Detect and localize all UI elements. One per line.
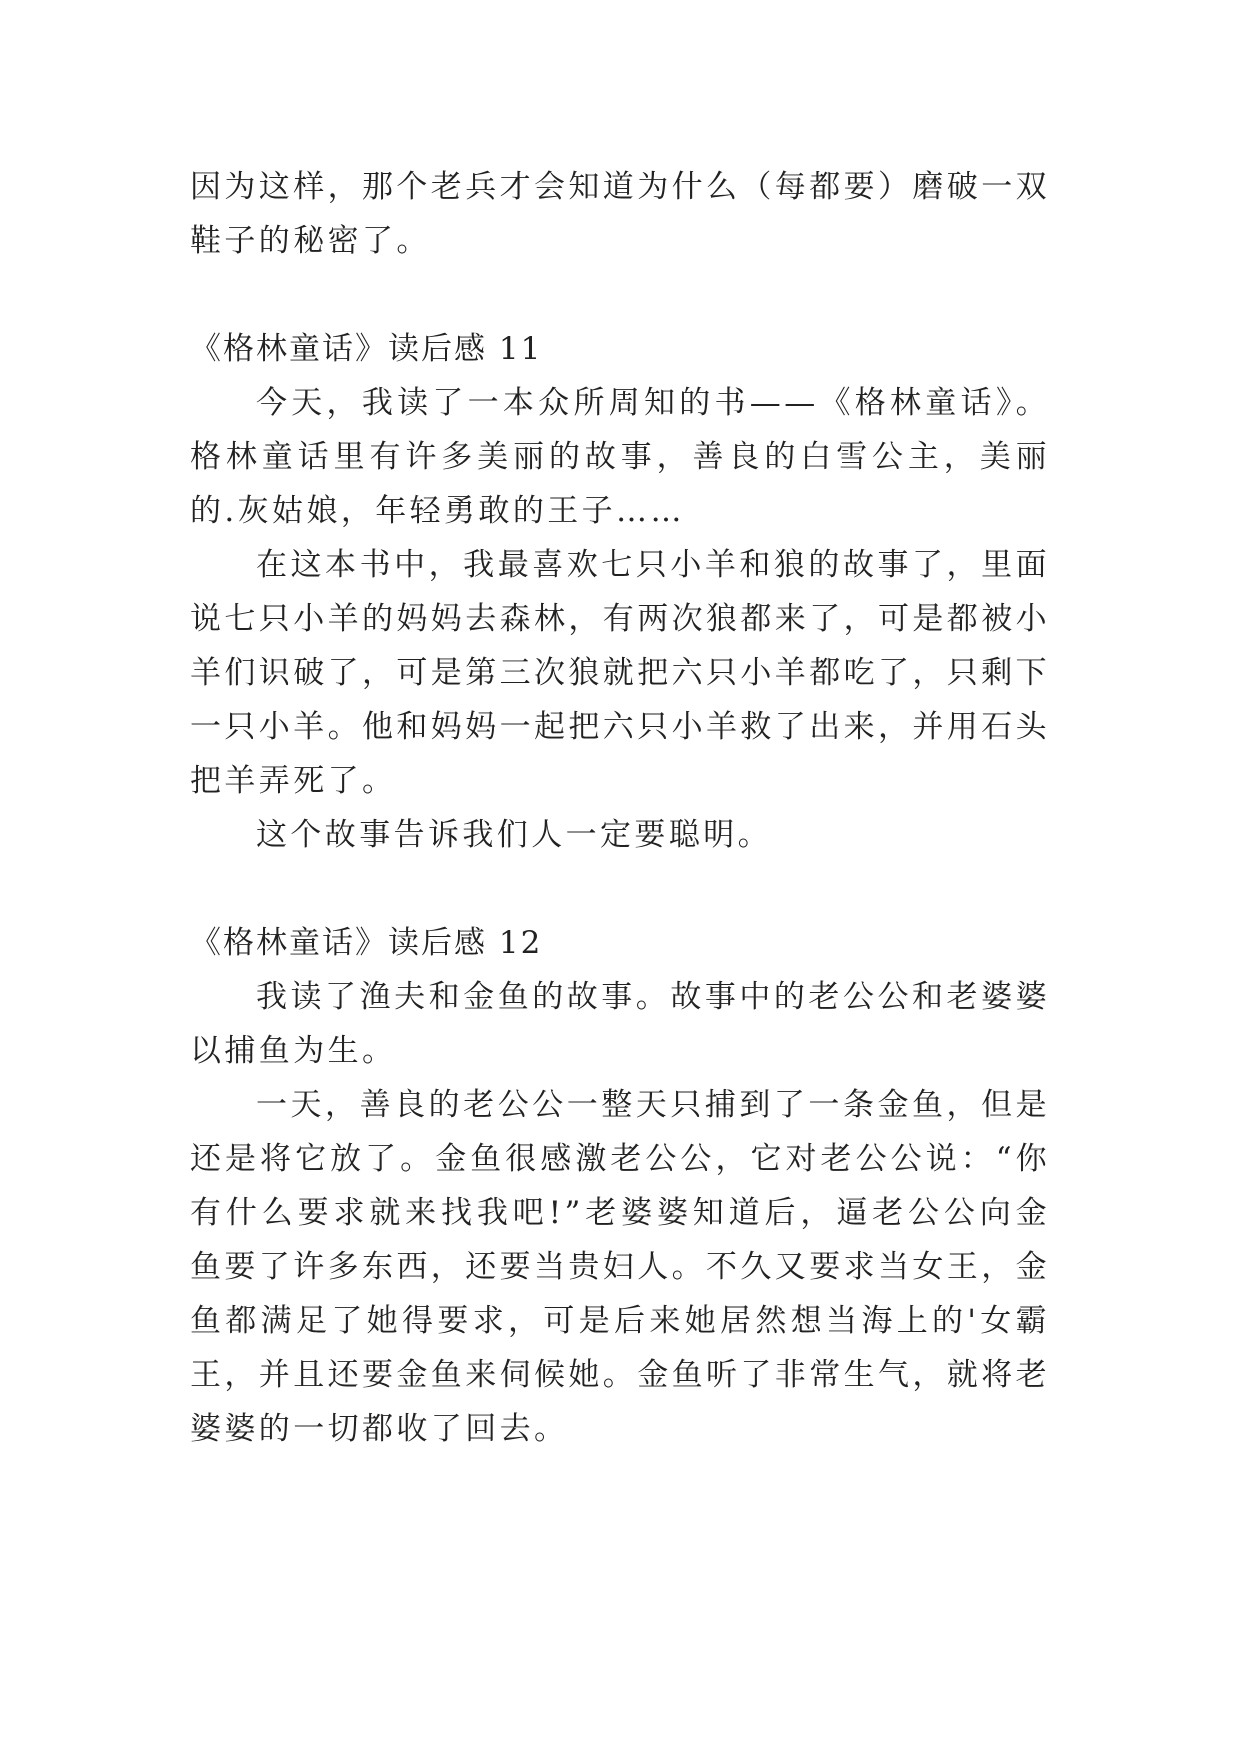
continuation-paragraph: 因为这样，那个老兵才会知道为什么（每都要）磨破一双鞋子的秘密了。 bbox=[190, 169, 1050, 259]
section-gap bbox=[190, 862, 1050, 916]
paragraph: 一天，善良的老公公一整天只捕到了一条金鱼，但是还是将它放了。金鱼很感激老公公，它对老公公说：“你有什么要求就来找我吧!”老婆婆知道后，逼老公公向金鱼要了许多东西，还要当贵妇人。不久又要求当女王，金鱼都满足了她得要求，可是后来她居然想当海上的'女霸王，并且还要金鱼来伺候她。金鱼听了非常生气，就将老婆婆的一切都收了回去。 bbox=[190, 1087, 1050, 1447]
section-essay-11 bbox=[190, 322, 1050, 862]
paragraph: 这个故事告诉我们人一定要聪明。 bbox=[256, 817, 772, 853]
section-title: 《格林童话》读后感 12 bbox=[190, 925, 543, 961]
section-gap bbox=[190, 268, 1050, 322]
paragraph: 今天，我读了一本众所周知的书——《格林童话》。格林童话里有许多美丽的故事，善良的白雪公主，美丽的.灰姑娘，年轻勇敢的王子…… bbox=[190, 385, 1050, 529]
paragraph: 我读了渔夫和金鱼的故事。故事中的老公公和老婆婆以捕鱼为生。 bbox=[190, 979, 1050, 1069]
section-essay-12 bbox=[190, 916, 1050, 1456]
page-content bbox=[190, 160, 1050, 1456]
section-title: 《格林童话》读后感 11 bbox=[190, 331, 543, 367]
paragraph: 在这本书中，我最喜欢七只小羊和狼的故事了，里面说七只小羊的妈妈去森林，有两次狼都来了，可是都被小羊们识破了，可是第三次狼就把六只小羊都吃了，只剩下一只小羊。他和妈妈一起把六只小羊救了出来，并用石头把羊弄死了。 bbox=[190, 547, 1050, 799]
